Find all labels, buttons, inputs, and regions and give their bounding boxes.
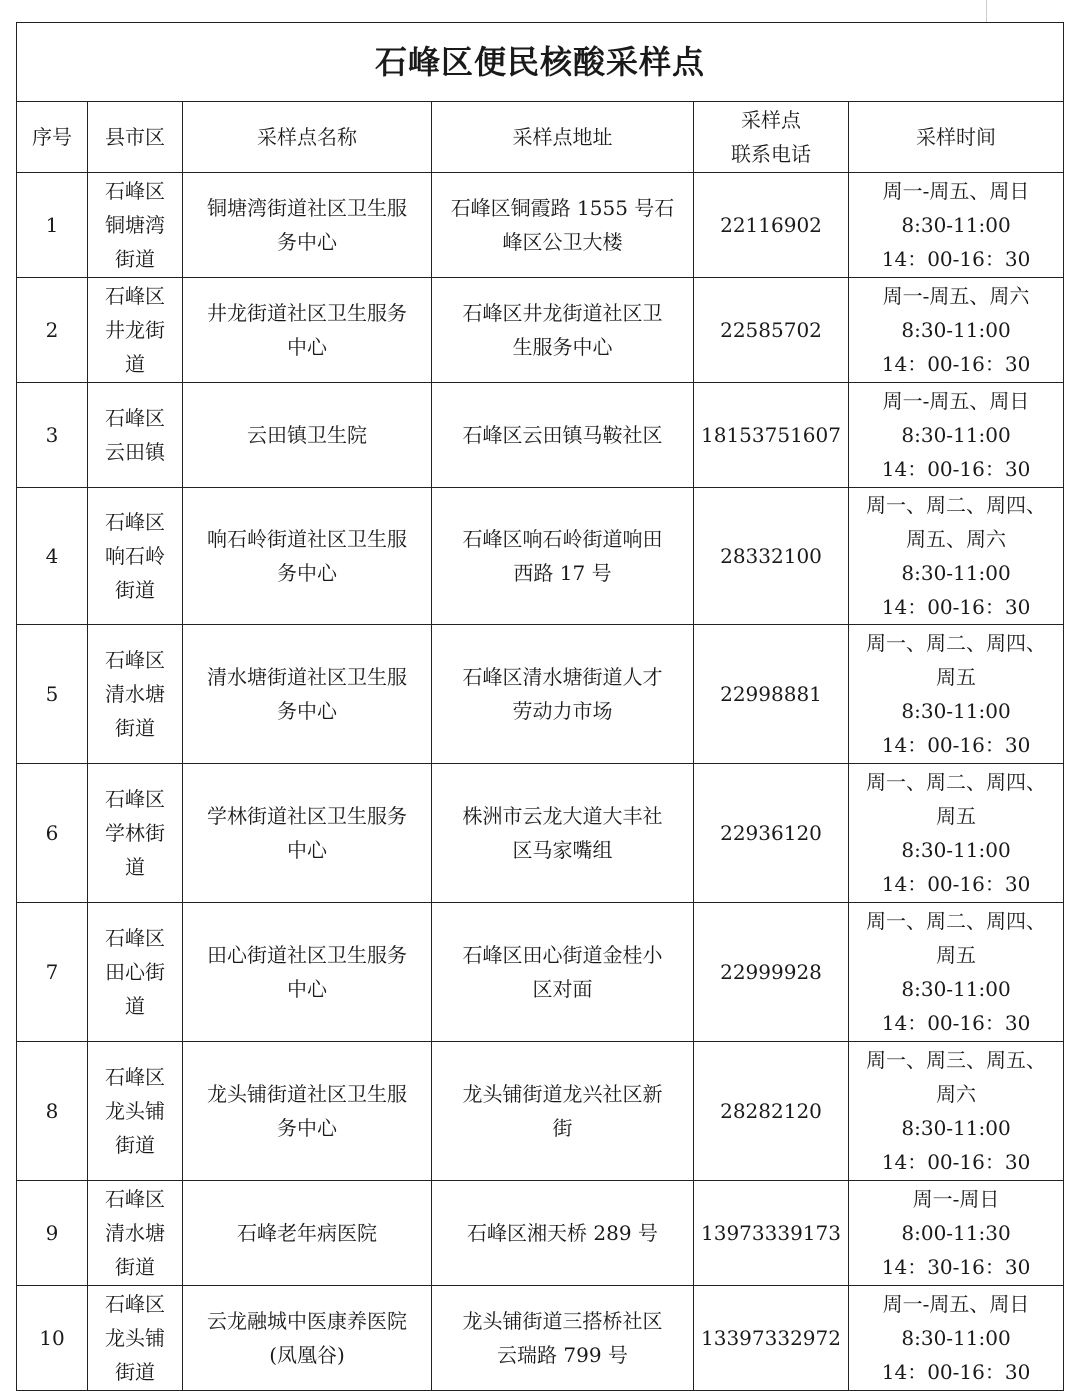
- address-line: 石峰区云田镇马鞍社区: [462, 423, 663, 447]
- district-line: 石峰区: [105, 510, 165, 534]
- cell-address: [432, 1042, 694, 1181]
- hours-line: 8:30-11:00: [901, 699, 1011, 723]
- hours-line: 周一、周二、周四、: [866, 631, 1047, 655]
- hours-line: 14：00-16：30: [881, 595, 1031, 619]
- cell-hours: [849, 625, 1064, 764]
- cell-phone: 22936120: [694, 764, 849, 903]
- header-phone-line1: 采样点: [741, 108, 801, 132]
- cell-site-name: [183, 1042, 432, 1181]
- address-line: 石峰区井龙街道社区卫: [462, 301, 663, 325]
- district-line: 石峰区: [105, 406, 165, 430]
- cell-site-name: [183, 625, 432, 764]
- site-name-line: 务中心: [277, 561, 337, 585]
- district-line: 田心街: [105, 960, 165, 984]
- cell-phone: 22998881: [694, 625, 849, 764]
- site-name-line: 井龙街道社区卫生服务: [207, 301, 407, 325]
- site-name-line: 学林街道社区卫生服务: [207, 804, 407, 828]
- cell-seq: 6: [17, 764, 88, 903]
- district-line: 石峰区: [105, 179, 165, 203]
- cell-phone: 22116902: [694, 173, 849, 278]
- cell-seq: 8: [17, 1042, 88, 1181]
- site-name-line: 务中心: [277, 699, 337, 723]
- district-line: 街道: [115, 1255, 155, 1279]
- table-row: [17, 625, 1064, 764]
- cell-hours: [849, 278, 1064, 383]
- header-phone: [694, 102, 849, 173]
- site-name-line: 务中心: [277, 1116, 337, 1140]
- district-line: 道: [125, 352, 145, 376]
- district-line: 道: [125, 855, 145, 879]
- table-row: [17, 1286, 1064, 1391]
- district-line: 街道: [115, 716, 155, 740]
- site-name-line: 响石岭街道社区卫生服: [207, 527, 407, 551]
- header-seq: 序号: [17, 102, 88, 173]
- cell-address: [432, 625, 694, 764]
- hours-line: 8:30-11:00: [901, 1116, 1011, 1140]
- hours-line: 14：00-16：30: [881, 733, 1031, 757]
- site-name-line: 云田镇卫生院: [247, 423, 367, 447]
- cell-hours: [849, 383, 1064, 488]
- district-line: 街道: [115, 1360, 155, 1384]
- cell-seq: 5: [17, 625, 88, 764]
- cell-district: [88, 383, 183, 488]
- table-row: [17, 903, 1064, 1042]
- cell-phone: 13397332972: [694, 1286, 849, 1391]
- site-name-line: 中心: [287, 838, 327, 862]
- hours-line: 14：00-16：30: [881, 1011, 1031, 1035]
- address-line: 街: [552, 1116, 573, 1140]
- hours-line: 14：00-16：30: [881, 872, 1031, 896]
- header-district: 县市区: [88, 102, 183, 173]
- cell-address: [432, 173, 694, 278]
- cell-phone: 28282120: [694, 1042, 849, 1181]
- address-line: 石峰区铜霞路 1555 号石: [450, 196, 675, 220]
- hours-line: 周一-周五、周日: [882, 389, 1030, 413]
- page-edge-line: [986, 0, 987, 22]
- address-line: 石峰区清水塘街道人才: [462, 665, 663, 689]
- hours-line: 14：00-16：30: [881, 247, 1031, 271]
- cell-site-name: [183, 1181, 432, 1286]
- district-line: 石峰区: [105, 787, 165, 811]
- cell-address: [432, 488, 694, 625]
- table-row: [17, 173, 1064, 278]
- district-line: 道: [125, 994, 145, 1018]
- hours-line: 8:00-11:30: [901, 1221, 1011, 1245]
- site-name-line: 龙头铺街道社区卫生服: [207, 1082, 407, 1106]
- cell-hours: [849, 488, 1064, 625]
- cell-district: [88, 625, 183, 764]
- hours-line: 8:30-11:00: [901, 318, 1011, 342]
- district-line: 龙头铺: [105, 1326, 165, 1350]
- site-name-line: 石峰老年病医院: [237, 1221, 377, 1245]
- table-row: [17, 383, 1064, 488]
- table-row: [17, 278, 1064, 383]
- cell-seq: 2: [17, 278, 88, 383]
- hours-line: 14：00-16：30: [881, 1360, 1031, 1384]
- cell-hours: [849, 1042, 1064, 1181]
- cell-phone: 18153751607: [694, 383, 849, 488]
- site-name-line: 中心: [287, 335, 327, 359]
- hours-line: 8:30-11:00: [901, 423, 1011, 447]
- cell-seq: 3: [17, 383, 88, 488]
- document-page: [16, 22, 1063, 1384]
- cell-district: [88, 1286, 183, 1391]
- table-row: [17, 488, 1064, 625]
- district-line: 石峰区: [105, 926, 165, 950]
- cell-district: [88, 278, 183, 383]
- cell-hours: [849, 764, 1064, 903]
- cell-site-name: [183, 383, 432, 488]
- address-line: 区对面: [532, 977, 593, 1001]
- cell-site-name: [183, 903, 432, 1042]
- cell-address: [432, 764, 694, 903]
- hours-line: 8:30-11:00: [901, 213, 1011, 237]
- address-line: 石峰区响石岭街道响田: [462, 527, 663, 551]
- address-line: 龙头铺街道三搭桥社区: [462, 1309, 663, 1333]
- cell-seq: 10: [17, 1286, 88, 1391]
- cell-district: [88, 488, 183, 625]
- hours-line: 14：00-16：30: [881, 352, 1031, 376]
- site-name-line: 田心街道社区卫生服务: [207, 943, 407, 967]
- district-line: 石峰区: [105, 1187, 165, 1211]
- sampling-sites-table: [16, 22, 1064, 1391]
- cell-address: [432, 383, 694, 488]
- cell-address: [432, 1286, 694, 1391]
- hours-line: 周五、周六: [906, 527, 1007, 551]
- hours-line: 周一-周五、周日: [882, 1292, 1030, 1316]
- cell-hours: [849, 903, 1064, 1042]
- cell-phone: 28332100: [694, 488, 849, 625]
- hours-line: 8:30-11:00: [901, 1326, 1011, 1350]
- hours-line: 14：00-16：30: [881, 457, 1031, 481]
- district-line: 铜塘湾: [105, 213, 165, 237]
- district-line: 街道: [115, 578, 155, 602]
- cell-district: [88, 1181, 183, 1286]
- cell-district: [88, 173, 183, 278]
- address-line: 区马家嘴组: [512, 838, 613, 862]
- header-address: 采样点地址: [432, 102, 694, 173]
- table-row: [17, 1181, 1064, 1286]
- cell-phone: 22585702: [694, 278, 849, 383]
- header-site-name: 采样点名称: [183, 102, 432, 173]
- cell-address: [432, 278, 694, 383]
- address-line: 生服务中心: [512, 335, 613, 359]
- hours-line: 周五: [936, 665, 977, 689]
- hours-line: 周一、周二、周四、: [866, 493, 1047, 517]
- district-line: 清水塘: [105, 1221, 165, 1245]
- hours-line: 8:30-11:00: [901, 561, 1011, 585]
- header-hours: 采样时间: [849, 102, 1064, 173]
- address-line: 株洲市云龙大道大丰社: [462, 804, 663, 828]
- cell-hours: [849, 1286, 1064, 1391]
- district-line: 学林街: [105, 821, 165, 845]
- site-name-line: 务中心: [277, 230, 337, 254]
- cell-address: [432, 1181, 694, 1286]
- cell-phone: 22999928: [694, 903, 849, 1042]
- table-row: [17, 1042, 1064, 1181]
- cell-district: [88, 1042, 183, 1181]
- address-line: 峰区公卫大楼: [502, 230, 623, 254]
- hours-line: 周一、周三、周五、: [866, 1048, 1047, 1072]
- district-line: 响石岭: [105, 544, 165, 568]
- hours-line: 8:30-11:00: [901, 838, 1011, 862]
- site-name-line: 铜塘湾街道社区卫生服: [207, 196, 407, 220]
- address-line: 石峰区湘天桥 289 号: [467, 1221, 658, 1245]
- hours-line: 周一-周五、周日: [882, 179, 1030, 203]
- cell-hours: [849, 1181, 1064, 1286]
- header-phone-line2: 联系电话: [731, 142, 811, 166]
- address-line: 西路 17 号: [513, 561, 612, 585]
- hours-line: 周一-周五、周六: [882, 284, 1030, 308]
- hours-line: 14：00-16：30: [881, 1150, 1031, 1174]
- table-row: [17, 764, 1064, 903]
- cell-site-name: [183, 488, 432, 625]
- district-line: 石峰区: [105, 1292, 165, 1316]
- address-line: 石峰区田心街道金桂小: [462, 943, 663, 967]
- site-name-line: 清水塘街道社区卫生服: [207, 665, 407, 689]
- site-name-line: 中心: [287, 977, 327, 1001]
- cell-phone: 13973339173: [694, 1181, 849, 1286]
- cell-seq: 4: [17, 488, 88, 625]
- hours-line: 周一、周二、周四、: [866, 909, 1047, 933]
- cell-district: [88, 903, 183, 1042]
- district-line: 街道: [115, 247, 155, 271]
- district-line: 石峰区: [105, 1065, 165, 1089]
- cell-hours: [849, 173, 1064, 278]
- cell-address: [432, 903, 694, 1042]
- district-line: 云田镇: [105, 440, 165, 464]
- table-title: 石峰区便民核酸采样点: [17, 23, 1064, 102]
- district-line: 井龙街: [105, 318, 165, 342]
- hours-line: 8:30-11:00: [901, 977, 1011, 1001]
- district-line: 石峰区: [105, 284, 165, 308]
- district-line: 龙头铺: [105, 1099, 165, 1123]
- cell-site-name: [183, 764, 432, 903]
- hours-line: 周一、周二、周四、: [866, 770, 1047, 794]
- hours-line: 周五: [936, 943, 977, 967]
- cell-district: [88, 764, 183, 903]
- site-name-line: (凤凰谷): [269, 1343, 345, 1367]
- address-line: 龙头铺街道龙兴社区新: [462, 1082, 663, 1106]
- hours-line: 周一-周日: [912, 1187, 1000, 1211]
- cell-site-name: [183, 278, 432, 383]
- hours-line: 14：30-16：30: [881, 1255, 1031, 1279]
- district-line: 清水塘: [105, 682, 165, 706]
- cell-site-name: [183, 173, 432, 278]
- address-line: 劳动力市场: [512, 699, 613, 723]
- cell-seq: 1: [17, 173, 88, 278]
- site-name-line: 云龙融城中医康养医院: [207, 1309, 407, 1333]
- hours-line: 周五: [936, 804, 977, 828]
- header-row: [17, 102, 1064, 173]
- hours-line: 周六: [936, 1082, 977, 1106]
- cell-seq: 9: [17, 1181, 88, 1286]
- district-line: 石峰区: [105, 648, 165, 672]
- cell-site-name: [183, 1286, 432, 1391]
- district-line: 街道: [115, 1133, 155, 1157]
- address-line: 云瑞路 799 号: [497, 1343, 628, 1367]
- cell-seq: 7: [17, 903, 88, 1042]
